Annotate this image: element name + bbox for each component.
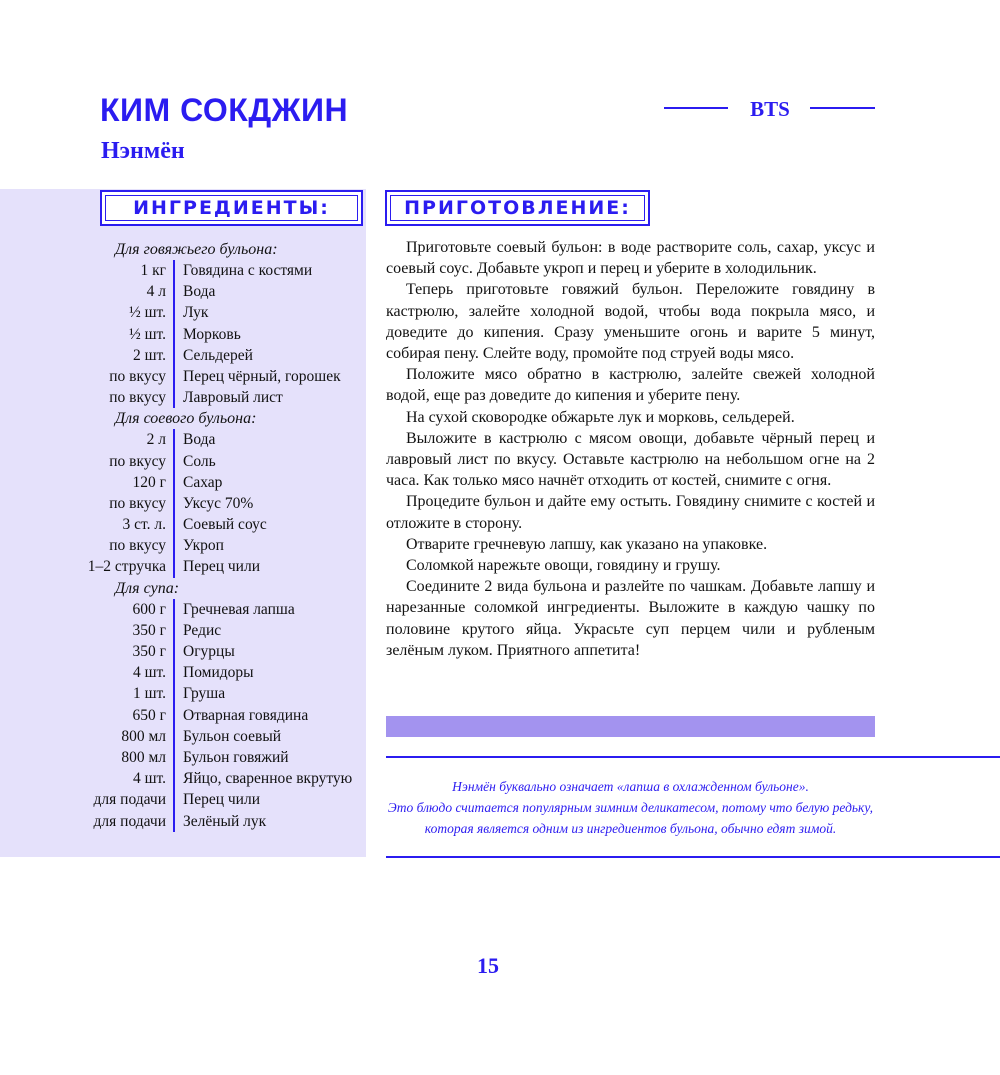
ingredient-qty: ½ шт.: [0, 324, 175, 345]
note-divider-top: [386, 756, 1000, 758]
ingredient-row: [0, 811, 366, 832]
ingredient-row: [0, 324, 366, 345]
method-heading-box: [385, 190, 650, 226]
method-step: Теперь приготовьте говяжий бульон. Переложите говядину в кастрюлю, залейте холодной водой, чтобы вода покрыла мясо, и доведите до кипения. Сразу уменьшите огонь и варите 5 минут, собирая пену. Слейте воду, промойте под струей воды мясо.: [386, 281, 875, 363]
ingredient-qty: 600 г: [0, 599, 175, 620]
ingredient-row: [0, 451, 366, 472]
ingredient-row: [0, 599, 366, 620]
ingredient-name: Бульон говяжий: [183, 748, 289, 766]
ingredient-row: [0, 302, 366, 323]
ingredient-row: [0, 683, 366, 704]
dish-title: Нэнмён: [101, 138, 185, 164]
ingredient-row: [0, 556, 366, 577]
ingredient-qty: 1 кг: [0, 260, 175, 281]
ingredient-qty: 2 шт.: [0, 345, 175, 366]
ingredient-name: Огурцы: [183, 643, 235, 660]
ingredient-name: Вода: [183, 431, 216, 449]
ingredient-name: Бульон соевый: [183, 727, 282, 745]
ingredient-row: [0, 281, 366, 302]
method-step: Соедините 2 вида бульона и разлейте по чашкам. Добавьте лапшу и нарезанные соломкой ингредиенты. Выложите в каждую чашку по половине крутого яйца. Украсьте суп перцем чили и рубленым зелёным луком. Приятного аппетита!: [386, 578, 875, 659]
ingredient-name: Укроп: [183, 537, 224, 555]
ingredient-qty: 350 г: [0, 620, 175, 641]
method-text: [386, 237, 875, 661]
ingredient-qty: 120 г: [0, 472, 175, 493]
ingredient-qty: 350 г: [0, 641, 175, 662]
ingredient-qty: по вкусу: [0, 493, 175, 514]
ingredient-row: [0, 662, 366, 683]
ingredient-name: Гречневая лапша: [183, 600, 295, 618]
ingredient-name: Соль: [183, 452, 216, 470]
ingredient-qty: по вкусу: [0, 387, 175, 408]
ingredient-row: [0, 705, 366, 726]
ingredient-row: [0, 641, 366, 662]
ingredient-name: Сельдерей: [183, 346, 253, 364]
method-step: Процедите бульон и дайте ему остыть. Говядину снимите с костей и отложите в сторону.: [386, 493, 875, 532]
ingredient-name: Перец чили: [183, 558, 260, 576]
method-heading: ПРИГОТОВЛЕНИЕ:: [390, 195, 645, 221]
band-line-right: [810, 107, 875, 109]
method-step: Отварите гречневую лапшу, как указано на упаковке.: [406, 535, 768, 553]
page-number: 15: [477, 953, 499, 978]
ingredient-name: Морковь: [183, 325, 241, 343]
ingredients-heading: ИНГРЕДИЕНТЫ:: [105, 195, 358, 221]
ingredient-row: [0, 514, 366, 535]
ingredient-qty: по вкусу: [0, 451, 175, 472]
ingredient-group-title: Для соевого бульона:: [115, 410, 257, 428]
ingredient-group-title: Для супа:: [115, 579, 180, 597]
ingredient-row: [0, 429, 366, 450]
ingredient-name: Зелёный лук: [183, 812, 267, 830]
ingredient-qty: 800 мл: [0, 726, 175, 747]
ingredient-name: Лук: [183, 304, 209, 322]
ingredient-qty: 4 л: [0, 281, 175, 302]
ingredient-name: Редис: [183, 621, 222, 639]
note-line: которая является одним из ингредиентов бульона, обычно едят зимой.: [424, 821, 837, 836]
ingredient-qty: 3 ст. л.: [0, 514, 175, 535]
ingredient-qty: ½ шт.: [0, 302, 175, 323]
ingredient-row: [0, 387, 366, 408]
ingredient-name: Лавровый лист: [183, 389, 283, 407]
ingredient-name: Говядина с костями: [183, 262, 313, 279]
ingredient-qty: для подачи: [0, 789, 175, 810]
ingredient-name: Отварная говядина: [183, 706, 309, 724]
ingredient-qty: 1 шт.: [0, 683, 175, 704]
ingredient-qty: по вкусу: [0, 535, 175, 556]
ingredient-row: [0, 535, 366, 556]
method-step: Приготовьте соевый бульон: в воде растворите соль, сахар, уксус и соевый соус. Добавьте укроп и перец и уберите в холодильник.: [386, 239, 875, 278]
method-step: Соломкой нарежьте овощи, говядину и грушу.: [406, 557, 721, 575]
ingredient-qty: для подачи: [0, 811, 175, 832]
ingredient-row: [0, 768, 366, 789]
band-line-left: [664, 107, 728, 109]
method-step: Положите мясо обратно в кастрюлю, залейте свежей холодной водой, еще раз доведите до кипения и уберите пену.: [386, 366, 875, 405]
ingredients-list: [0, 239, 366, 832]
ingredient-name: Перец чёрный, горошек: [183, 367, 341, 385]
ingredient-qty: 1–2 стручка: [0, 556, 175, 577]
ingredient-row: [0, 789, 366, 810]
ingredient-row: [0, 345, 366, 366]
ingredient-row: [0, 493, 366, 514]
ingredient-name: Груша: [183, 685, 226, 703]
decorative-bar: [386, 716, 875, 737]
ingredient-name: Помидоры: [183, 664, 254, 682]
note-divider-bottom: [386, 856, 1000, 858]
method-step: На сухой сковородке обжарьте лук и морковь, сельдерей.: [406, 408, 795, 426]
note-line: Нэнмён буквально означает «лапша в охлажденном бульоне».: [452, 779, 809, 794]
ingredient-row: [0, 366, 366, 387]
ingredients-heading-box: [100, 190, 363, 226]
ingredient-row: [0, 620, 366, 641]
ingredient-name: Сахар: [183, 473, 223, 491]
ingredient-qty: 650 г: [0, 705, 175, 726]
ingredient-qty: по вкусу: [0, 366, 175, 387]
ingredient-row: [0, 260, 366, 281]
band-name: BTS: [750, 97, 790, 121]
ingredient-name: Перец чили: [183, 791, 260, 809]
ingredient-qty: 800 мл: [0, 747, 175, 768]
note-line: Это блюдо считается популярным зимним деликатесом, потому что белую редьку,: [387, 800, 874, 815]
note-text: [386, 776, 875, 839]
ingredient-qty: 2 л: [0, 429, 175, 450]
ingredient-name: Вода: [183, 283, 216, 301]
ingredient-name: Соевый соус: [183, 516, 267, 534]
ingredient-qty: 4 шт.: [0, 662, 175, 683]
ingredient-name: Яйцо, сваренное вкрутую: [183, 770, 353, 788]
ingredient-row: [0, 726, 366, 747]
chef-name: КИМ СОКДЖИН: [100, 92, 349, 128]
ingredient-row: [0, 472, 366, 493]
ingredient-qty: 4 шт.: [0, 768, 175, 789]
ingredient-row: [0, 747, 366, 768]
ingredient-name: Уксус 70%: [183, 494, 254, 512]
ingredient-group-title: Для говяжьего бульона:: [115, 241, 278, 258]
method-step: Выложите в кастрюлю с мясом овощи, добавьте чёрный перец и лавровый лист по вкусу. Оставьте кастрюлю на небольшом огне на 2 часа. Как только мясо начнёт отходить от костей, снимите с огня.: [386, 429, 875, 490]
